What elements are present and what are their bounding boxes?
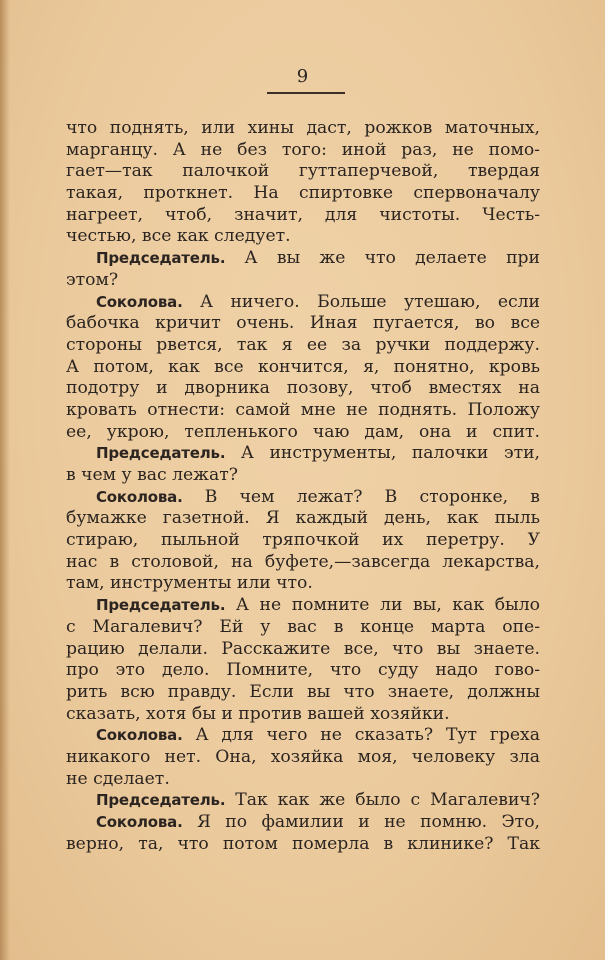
text-line — [66, 530, 540, 552]
speaker-name: Председатель. — [96, 444, 226, 463]
text-line — [66, 704, 540, 726]
line-text: верно, та, что потом померла в клинике? Так — [66, 833, 540, 854]
line-text: В чем лежат? В сторонке, в — [182, 486, 540, 507]
text-line — [66, 682, 540, 704]
line-text: там, инструменты или что. — [66, 573, 313, 594]
text-line — [66, 465, 540, 487]
line-text: рить всю правду. Если вы что знаете, должны — [66, 681, 540, 702]
line-text: в чем у вас лежат? — [66, 465, 238, 485]
text-line — [66, 270, 540, 292]
line-text: такая, проткнет. На спиртовке спервоначалу — [66, 183, 540, 204]
line-text: стороны рвется, так я ее за ручки поддержу. — [66, 334, 540, 355]
text-line — [66, 747, 540, 769]
text-line — [66, 357, 540, 379]
speaker-line — [66, 248, 540, 270]
header-rule — [267, 92, 345, 94]
text-line — [66, 400, 540, 422]
text-line — [66, 508, 540, 530]
line-text: никакого нет. Она, хозяйка моя, человеку зла — [66, 746, 540, 767]
line-text: стираю, пыльной тряпочкой их перетру. У — [66, 530, 540, 551]
page-number: 9 — [296, 66, 309, 87]
line-text: что поднять, или хины даст, рожков маточных, — [66, 118, 540, 138]
speaker-line — [66, 292, 540, 314]
page-header — [0, 66, 605, 87]
speaker-name: Председатель. — [96, 249, 226, 268]
line-text: Я по фамилии и не помню. Это, — [182, 812, 540, 832]
text-line — [66, 378, 540, 400]
line-text: сказать, хотя бы и против вашей хозяйки. — [66, 703, 450, 724]
speaker-line — [66, 487, 540, 509]
speaker-line — [66, 595, 540, 617]
speaker-name: Председатель. — [96, 596, 226, 615]
text-line — [66, 335, 540, 357]
line-text: А для чего не сказать? Тут греха — [182, 725, 540, 746]
text-line — [66, 617, 540, 639]
line-text: рацию делали. Расскажите все, что вы знаете. — [66, 638, 540, 659]
line-text: бумажке газетной. Я каждый день, как пыль — [66, 508, 540, 529]
speaker-name: Соколова. — [96, 726, 183, 745]
line-text: Так как же было с Магалевич? — [225, 790, 540, 811]
text-body — [66, 118, 540, 855]
line-text: марганцу. А не без того: иной раз, не помо- — [66, 139, 540, 160]
text-line — [66, 140, 540, 162]
line-text: А вы же что делаете при — [225, 248, 540, 269]
line-text: А инструменты, палочки эти, — [225, 443, 540, 464]
text-line — [66, 834, 540, 856]
line-text: нагреет, чтоб, значит, для чистоты. Честь- — [66, 204, 540, 225]
text-line — [66, 573, 540, 595]
text-line — [66, 660, 540, 682]
line-text: А ничего. Больше утешаю, если — [182, 291, 540, 312]
speaker-name: Соколова. — [96, 813, 183, 831]
speaker-name: Соколова. — [96, 292, 183, 311]
text-line — [66, 639, 540, 661]
line-text: гает—так палочкой гуттаперчевой, твердая — [66, 161, 540, 182]
page-binding-edge — [0, 0, 10, 960]
speaker-name: Соколова. — [96, 487, 183, 506]
text-line — [66, 769, 540, 791]
line-text: с Магалевич? Ей у вас в конце марта опе- — [66, 616, 540, 637]
text-line — [66, 226, 540, 248]
text-line — [66, 118, 540, 140]
speaker-line — [66, 443, 540, 465]
line-text: не сделает. — [66, 768, 170, 789]
speaker-name: Председатель. — [96, 791, 226, 810]
line-text: про это дело. Помните, что суду надо гово- — [66, 660, 540, 681]
line-text: честью, все как следует. — [66, 226, 291, 247]
speaker-line — [66, 812, 540, 834]
line-text: ее, укрою, тепленького чаю дам, она и спит. — [66, 421, 540, 442]
line-text: подотру и дворника позову, чтоб вместях на — [66, 378, 540, 399]
speaker-line — [66, 790, 540, 812]
line-text: этом? — [66, 269, 119, 290]
text-line — [66, 422, 540, 444]
text-line — [66, 183, 540, 205]
line-text: нас в столовой, на буфете,—завсегда лекарства, — [66, 551, 540, 572]
speaker-line — [66, 725, 540, 747]
text-line — [66, 552, 540, 574]
line-text: А потом, как все кончится, я, понятно, кровь — [66, 356, 540, 377]
text-line — [66, 313, 540, 335]
text-line — [66, 205, 540, 227]
text-line — [66, 161, 540, 183]
line-text: А не помните ли вы, как было — [225, 595, 540, 616]
line-text: бабочка кричит очень. Иная пугается, во все — [66, 313, 540, 334]
line-text: кровать отнести: самой мне не поднять. Положу — [66, 399, 540, 420]
